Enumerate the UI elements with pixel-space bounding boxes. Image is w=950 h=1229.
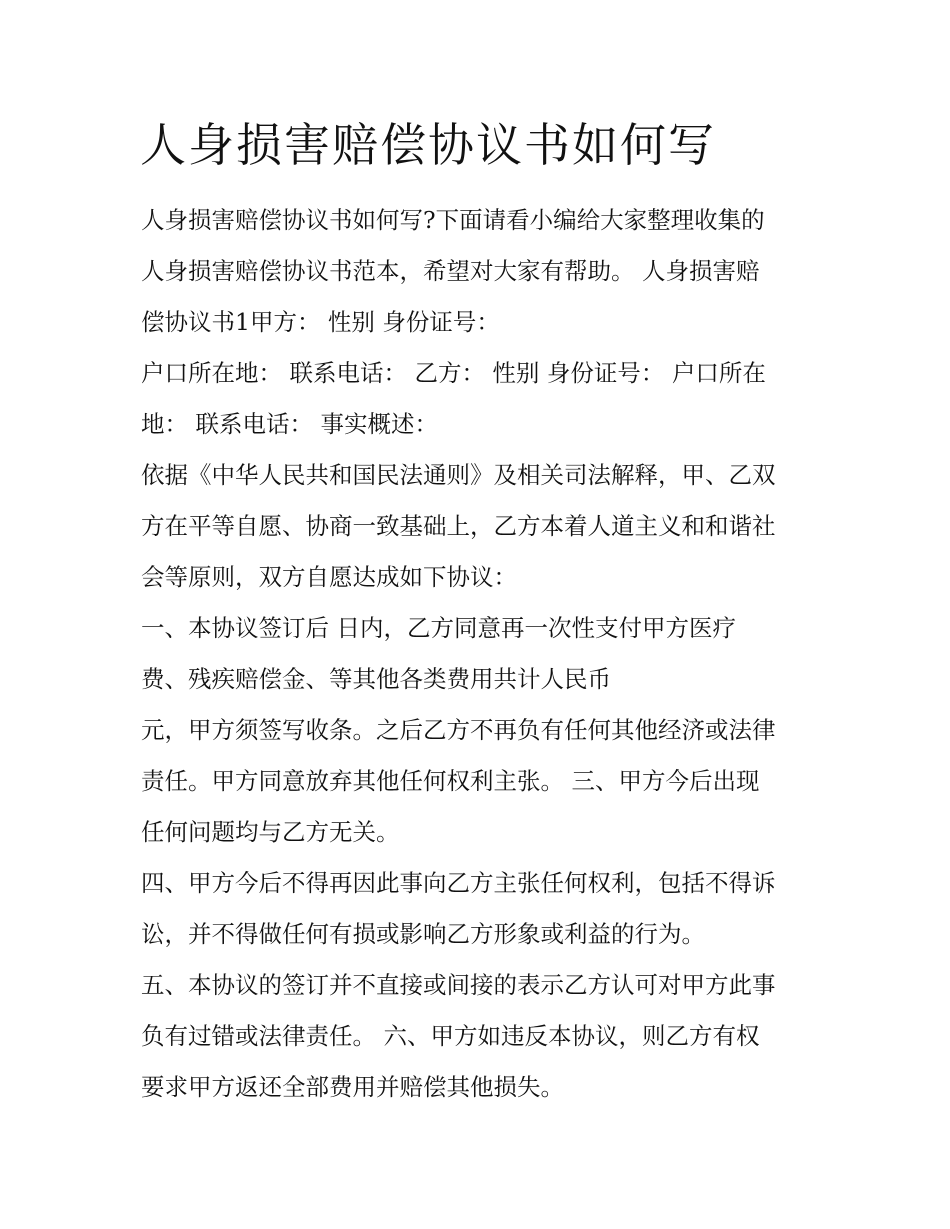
body-line: 依据《中华人民共和国民法通则》及相关司法解释，甲、乙双 — [141, 461, 776, 489]
body-line: 人身损害赔偿协议书范本，希望对大家有帮助。 人身损害赔 — [141, 257, 760, 285]
body-line: 方在平等自愿、协商一致基础上，乙方本着人道主义和和谐社 — [141, 512, 776, 540]
body-line: 要求甲方返还全部费用并赔偿其他损失。 — [141, 1073, 564, 1101]
body-line: 费、残疾赔偿金、等其他各类费用共计人民币 — [141, 665, 611, 693]
body-line: 元，甲方须签写收条。之后乙方不再负有任何其他经济或法律 — [141, 716, 776, 744]
body-line: 会等原则，双方自愿达成如下协议： — [141, 563, 517, 591]
body-line: 偿协议书1甲方： 性别 身份证号： — [141, 308, 500, 336]
body-line: 讼，并不得做任何有损或影响乙方形象或利益的行为。 — [141, 920, 705, 948]
body-line: 地： 联系电话： 事实概述： — [141, 410, 438, 438]
body-line: 户口所在地： 联系电话： 乙方： 性别 身份证号： 户口所在 — [141, 359, 766, 387]
body-line: 责任。甲方同意放弃其他任何权利主张。 三、甲方今后出现 — [141, 767, 760, 795]
document-title: 人身损害赔偿协议书如何写 — [140, 118, 716, 172]
body-line: 负有过错或法律责任。 六、甲方如违反本协议，则乙方有权 — [141, 1022, 760, 1050]
body-line: 人身损害赔偿协议书如何写?下面请看小编给大家整理收集的 — [141, 206, 765, 234]
document-body — [141, 195, 821, 1113]
body-line: 四、甲方今后不得再因此事向乙方主张任何权利，包括不得诉 — [141, 869, 776, 897]
body-line: 任何问题均与乙方无关。 — [141, 818, 400, 846]
body-line: 五、本协议的签订并不直接或间接的表示乙方认可对甲方此事 — [141, 971, 776, 999]
body-line: 一、本协议签订后 日内，乙方同意再一次性支付甲方医疗 — [141, 614, 736, 642]
